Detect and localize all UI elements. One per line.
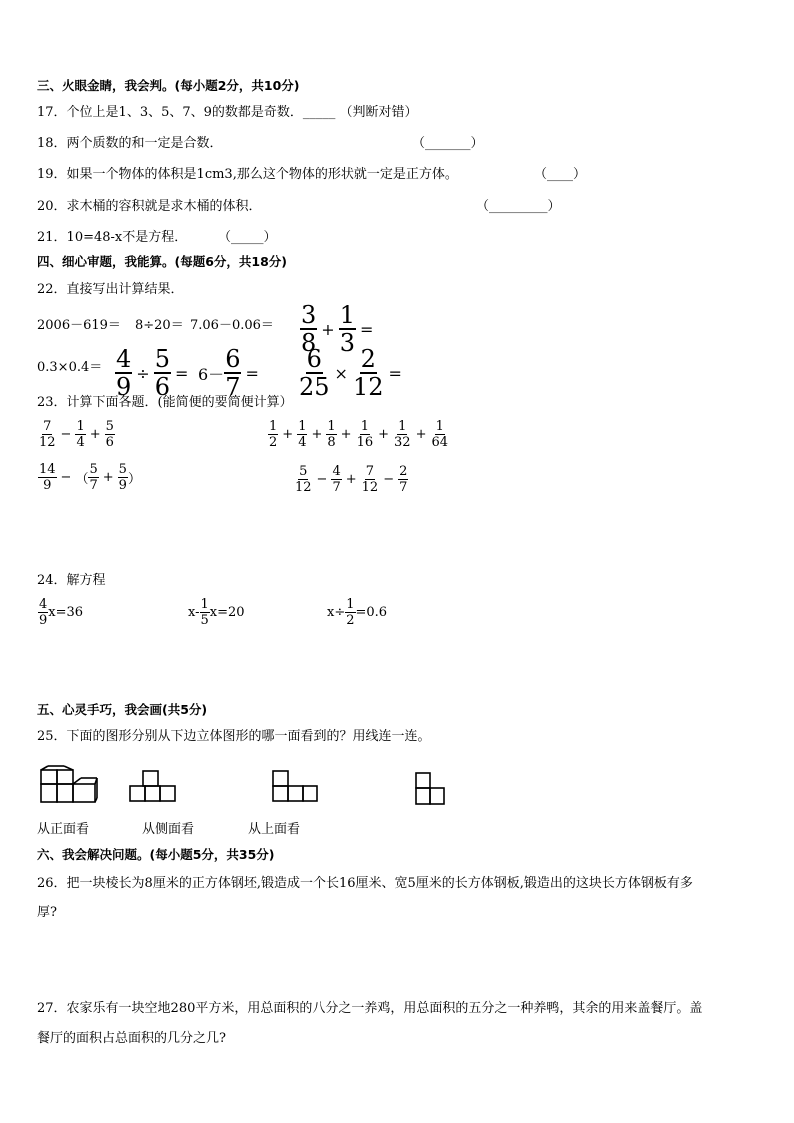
question-26-line2: 厚? [37, 905, 57, 920]
question-19-blank: （____） [534, 167, 587, 182]
question-27-line1: 27．农家乐有一块空地280平方米，用总面积的八分之一养鸡，用总面积的五分之一种养鸭，其余的用来盖餐厅。盖 [37, 1001, 703, 1016]
equation-b: x- $\frac{1}{5}$ x=20 [188, 597, 245, 628]
question-20: 20．求木桶的容积就是求木桶的体积． [37, 199, 262, 214]
calc-2006-619: 2006－619＝ [37, 318, 121, 333]
calc-0.3x0.4: 0.3×0.4＝ [37, 360, 103, 375]
question-23: 23．计算下面各题．(能简便的要简便计算） [37, 395, 293, 410]
question-18-blank: （_______） [412, 136, 484, 151]
calc-6/25-times-2/12: $\frac{6}{25}$ × $\frac{2}{12}$ = [299, 345, 402, 401]
calc-6-minus-6/7: 6－ $\frac{6}{7}$ = [198, 345, 259, 401]
calc-3/8-plus-1/3: $\frac{3}{8}$ + $\frac{1}{3}$ = [301, 301, 374, 357]
calc-8-div-20: 8÷20＝ [135, 318, 184, 333]
question-21: 21．10=48-x不是方程． [37, 230, 188, 245]
question-21-blank: （_____） [218, 230, 277, 245]
question-27-line2: 餐厅的面积占总面积的几分之几? [37, 1031, 226, 1046]
section-6-header: 六、我会解决问题。(每小题5分，共35分) [37, 847, 275, 862]
section-4-header: 四、细心审题，我能算。(每题6分，共18分) [37, 254, 288, 269]
view-shape-a-icon [128, 768, 178, 804]
view-shape-b-icon [270, 768, 320, 804]
label-side-view: 从侧面看 [142, 822, 195, 837]
calc-5/12-4/7+7/12-2/7: $\frac{5}{12}$ − $\frac{4}{7}$ + $\frac{7}{12}$ − $\frac{2}{7}$ [295, 464, 408, 495]
calc-7.06-0.06: 7.06－0.06＝ [190, 318, 274, 333]
section-3-header: 三、火眼金睛，我会判。(每小题2分，共10分) [37, 78, 300, 93]
question-22: 22．直接写出计算结果． [37, 282, 184, 297]
view-shape-c-icon [413, 770, 447, 808]
calc-sum-halving-fractions: $\frac{1}{2}$ + $\frac{1}{4}$ + $\frac{1}{8}$ + $\frac{1}{16}$ + $\frac{1}{32}$ + $\frac{1}{64}$ [269, 419, 449, 450]
label-front-view: 从正面看 [37, 822, 90, 837]
question-24: 24．解方程 [37, 573, 106, 588]
question-20-blank: （_________） [476, 199, 561, 214]
equation-c: x÷ $\frac{1}{2}$ =0.6 [327, 597, 388, 628]
question-17: 17．个位上是1、3、5、7、9的数都是奇数．_____ （判断对错） [37, 105, 418, 120]
calc-14/9-minus-paren: $\frac{14}{9}$ − （ $\frac{5}{7}$ + $\frac{5}{9}$ ） [39, 462, 141, 493]
question-19: 19．如果一个物体的体积是1cm3,那么这个物体的形状就一定是正方体。 [37, 167, 458, 182]
section-5-header: 五、心灵手巧，我会画(共5分) [37, 702, 208, 717]
calc-7/12-1/4+5/6: $\frac{7}{12}$ − $\frac{1}{4}$ + $\frac{5}{6}$ [39, 419, 114, 450]
calc-4/9-div-5/6: $\frac{4}{9}$ ÷ $\frac{5}{6}$ = [116, 345, 189, 401]
solid-figure-icon [38, 764, 100, 804]
label-top-view: 从上面看 [248, 822, 301, 837]
question-25: 25．下面的图形分别从下边立体图形的哪一面看到的？用线连一连。 [37, 729, 431, 744]
equation-a: $\frac{4}{9}$ x=36 [39, 597, 84, 628]
question-18: 18．两个质数的和一定是合数． [37, 136, 223, 151]
question-26-line1: 26．把一块棱长为8厘米的正方体钢坯,锻造成一个长16厘米、宽5厘米的长方体钢板,锻造出的这块长方体钢板有多 [37, 876, 693, 891]
